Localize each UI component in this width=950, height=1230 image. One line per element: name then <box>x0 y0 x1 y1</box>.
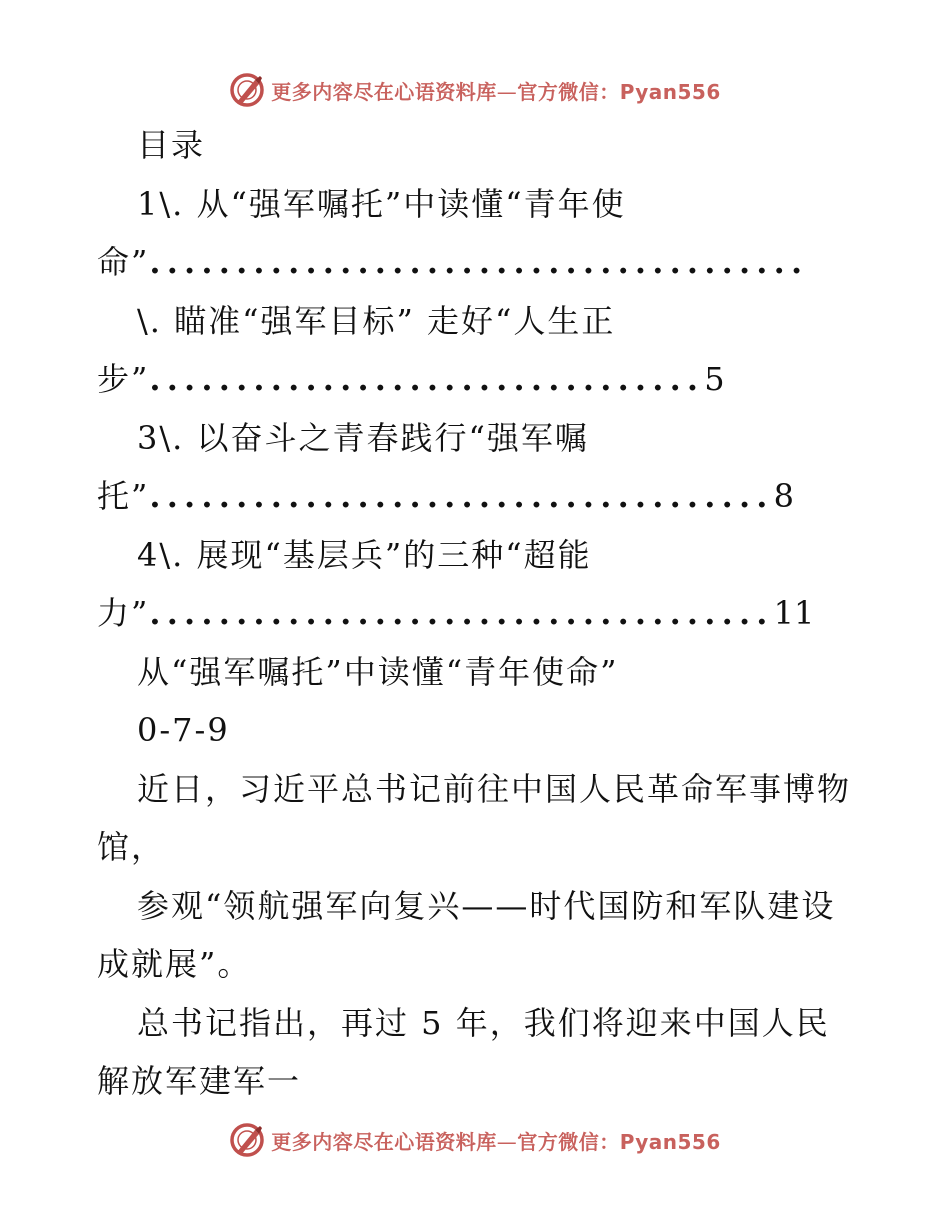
header-banner-main: 更多内容尽在心语资料库 <box>271 79 497 104</box>
header-banner <box>0 68 950 112</box>
footer-banner-tail: 官方微信：Pyan556 <box>517 1129 721 1154</box>
toc-entry-4-page: 11 <box>773 594 815 632</box>
toc-entry-2-leader[interactable] <box>97 350 857 409</box>
toc-entry-3-tail: 托” <box>97 477 150 515</box>
footer-banner <box>0 1118 950 1162</box>
toc-title: 目录 <box>137 126 206 164</box>
paragraph-2-line-2: 成就展”。 <box>97 945 252 983</box>
toc-entry-3-page: 8 <box>773 477 794 515</box>
document-body <box>97 116 857 1111</box>
toc-entry-4-leader[interactable] <box>97 584 857 643</box>
toc-entry-1-tail: 命” <box>97 243 150 281</box>
article-date: 0-7-9 <box>137 711 230 749</box>
toc-entry-1[interactable]: 1\. 从“强军嘱托”中读懂“青年使 <box>137 184 626 223</box>
footer-banner-sep: — <box>496 1129 518 1154</box>
toc-entry-4[interactable]: 4\. 展现“基层兵”的三种“超能 <box>137 535 592 574</box>
paragraph-1-line-1: 近日，习近平总书记前往中国人民革命军事博物 <box>137 769 852 808</box>
toc-entry-4-tail: 力” <box>97 594 150 632</box>
toc-entry-2-tail: 步” <box>97 360 150 398</box>
pen-logo-icon <box>229 72 265 108</box>
toc-entry-2-dots: ................................ <box>149 360 705 398</box>
header-banner-text <box>271 76 721 105</box>
toc-entry-3[interactable]: 3\. 以奋斗之青春践行“强军嘱 <box>137 418 589 457</box>
paragraph-3-line-2: 解放军建军一 <box>97 1062 302 1100</box>
paragraph-1-line-2: 馆， <box>97 828 166 866</box>
toc-entry-2-page: 5 <box>704 360 725 398</box>
toc-entry-1-dots: ...................................... <box>149 243 809 281</box>
toc-entry-3-leader[interactable] <box>97 467 857 526</box>
footer-banner-main: 更多内容尽在心语资料库 <box>271 1129 497 1154</box>
paragraph-3-line-1: 总书记指出，再过 5 年，我们将迎来中国人民 <box>137 1003 830 1042</box>
footer-banner-text <box>271 1126 721 1155</box>
paragraph-2-line-1: 参观“领航强军向复兴——时代国防和军队建设 <box>137 886 836 925</box>
toc-entry-2[interactable]: \. 瞄准“强军目标” 走好“人生正 <box>137 301 616 340</box>
toc-entry-3-dots: .................................... <box>149 477 774 515</box>
header-banner-sep: — <box>496 79 518 104</box>
article-title: 从“强军嘱托”中读懂“青年使命” <box>137 652 619 691</box>
toc-entry-1-leader[interactable] <box>97 233 857 292</box>
toc-entry-4-dots: .................................... <box>149 594 774 632</box>
pen-logo-icon <box>229 1122 265 1158</box>
header-banner-tail: 官方微信：Pyan556 <box>517 79 721 104</box>
